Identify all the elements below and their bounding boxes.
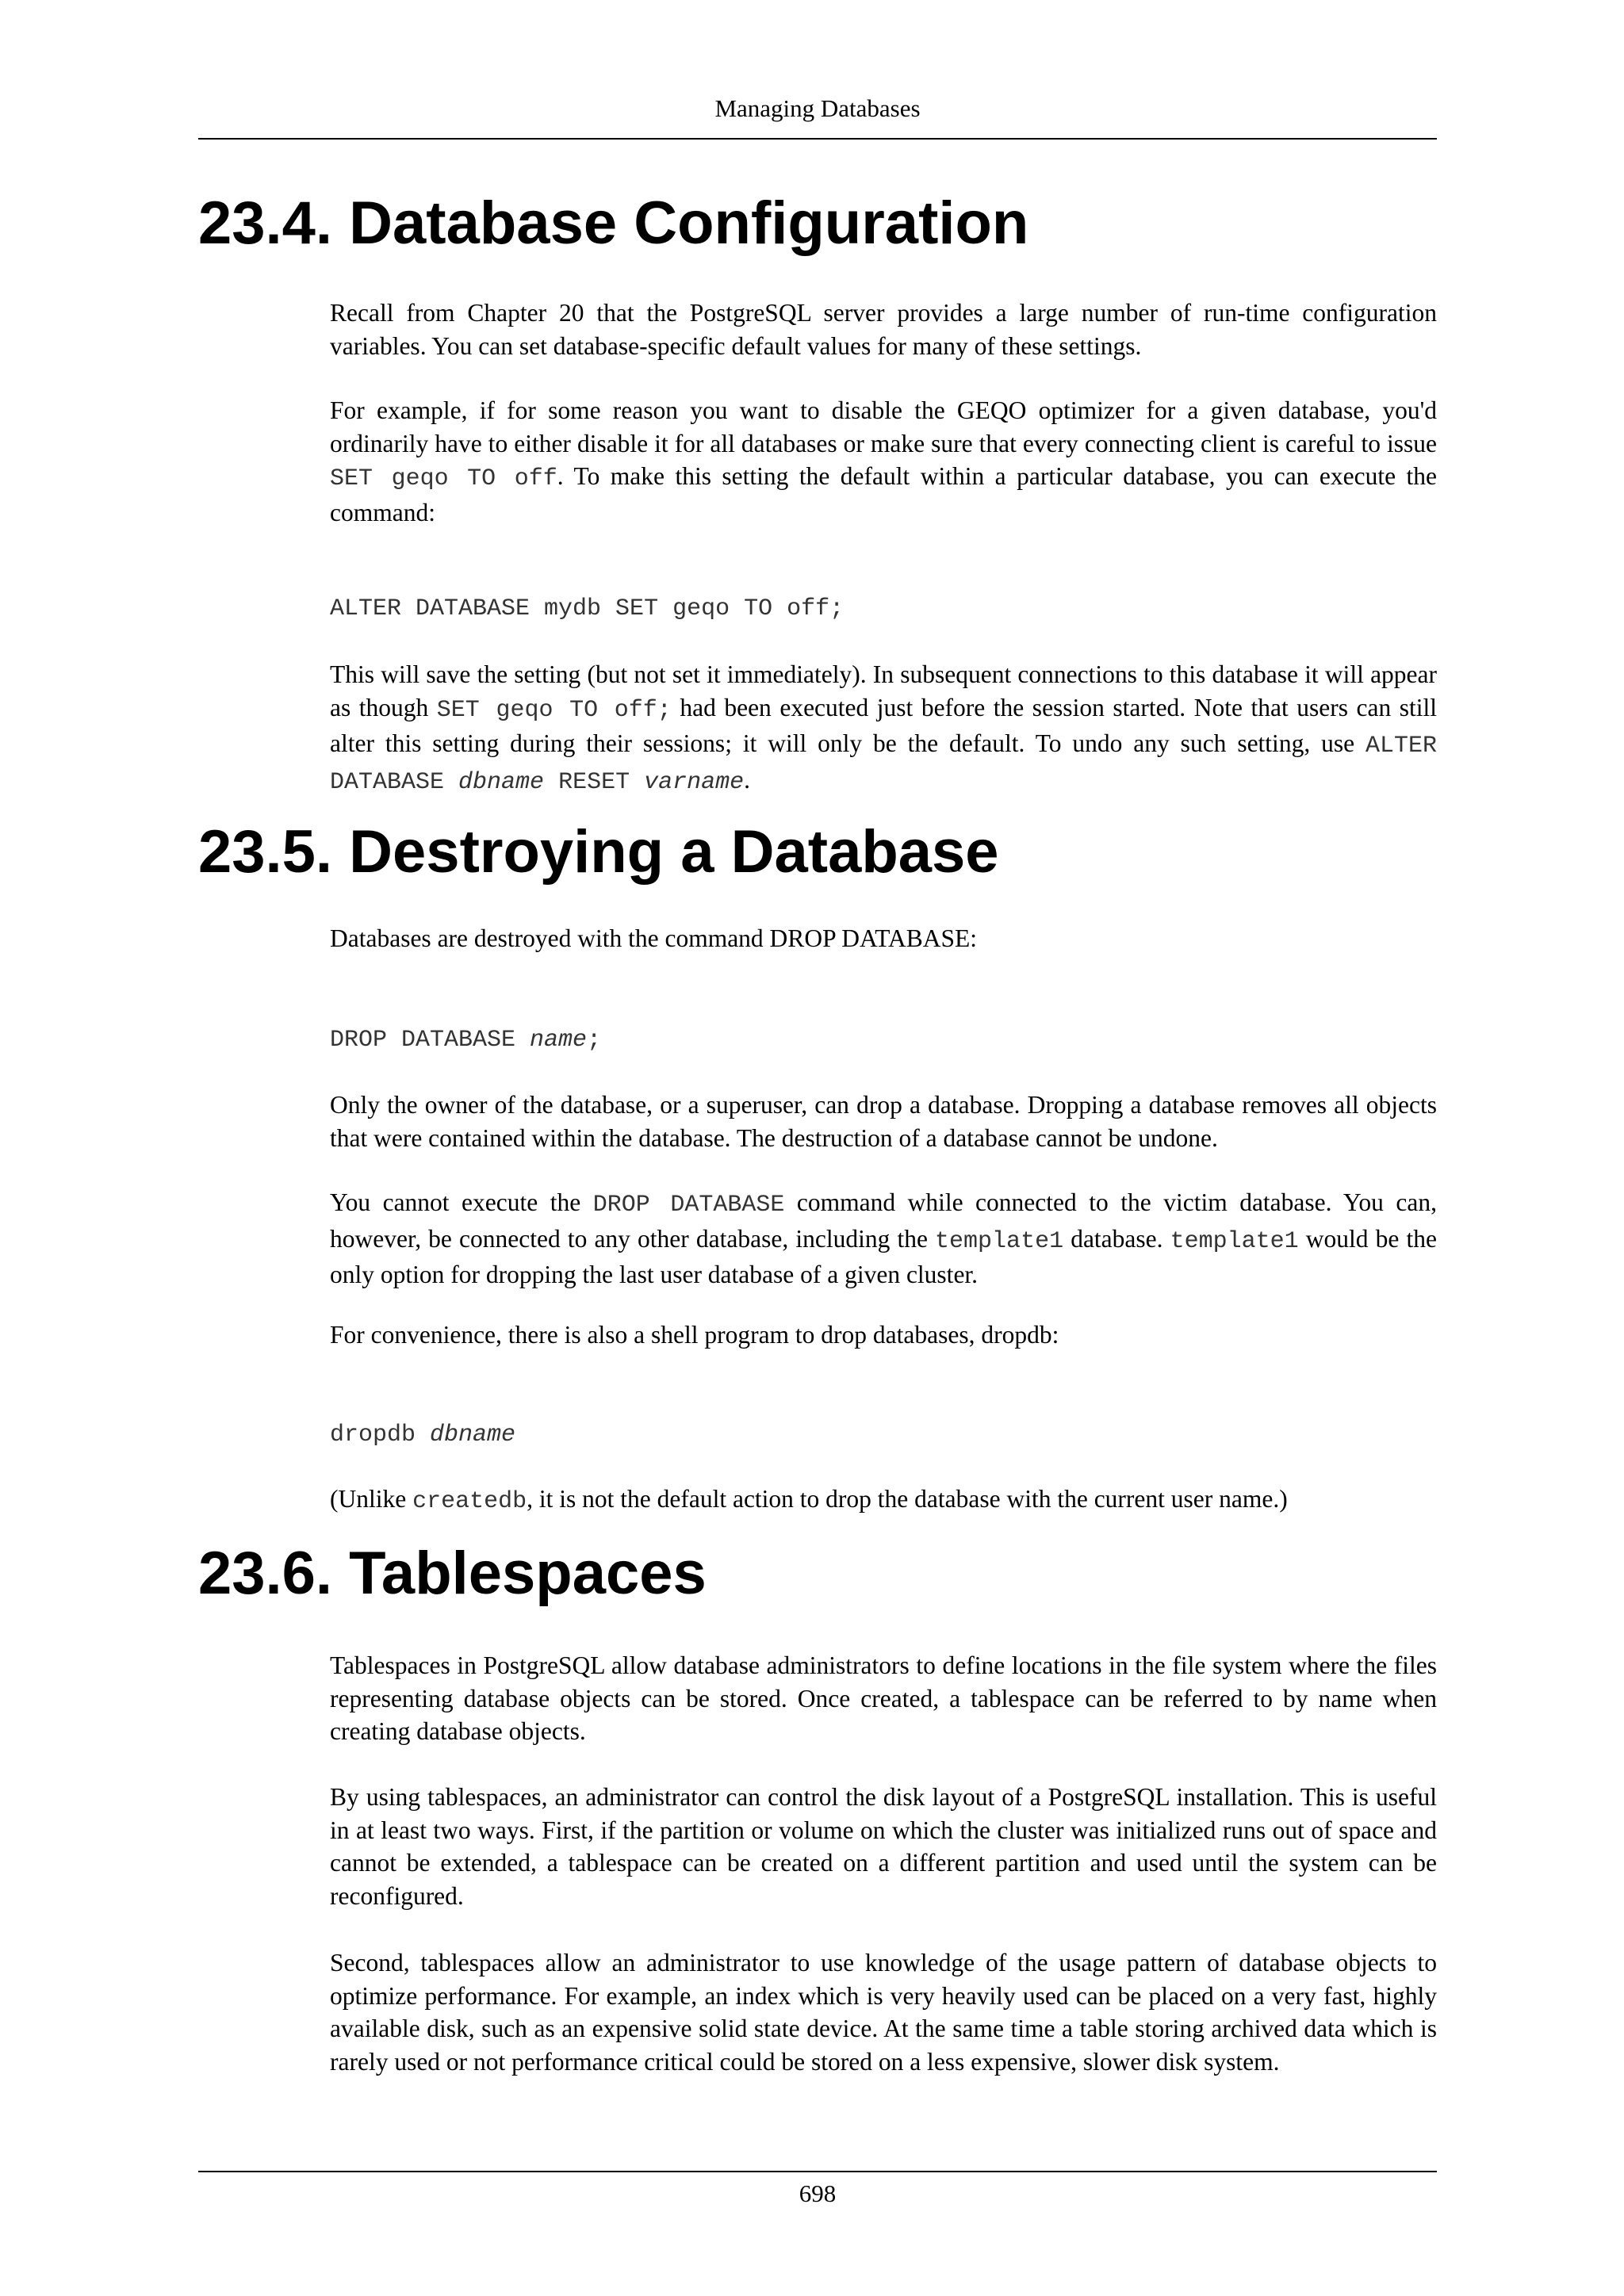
code-block: DROP DATABASE name;	[330, 1027, 602, 1054]
inline-variable: dbname	[458, 768, 545, 796]
paragraph: Tablespaces in PostgreSQL allow database administrators to define locations in the file system where the files representing database objects can be stored. Once created, a tablespace can be referred to by name when creating database objects.	[330, 1651, 1437, 1745]
section-heading-tablespaces: 23.6. Tablespaces	[198, 1540, 707, 1607]
code-variable: name	[530, 1027, 588, 1054]
inline-code: template1	[935, 1227, 1064, 1255]
paragraph: Second, tablespaces allow an administrator to use knowledge of the usage pattern of database objects to optimize performance. For example, an index which is very heavily used can be placed on a very fast, highly available disk, such as an expensive solid state device. At the same time a table storing archived data which is rarely used or not performance critical could be stored on a less expensive, slower disk system.	[330, 1949, 1437, 2076]
paragraph: Recall from Chapter 20 that the PostgreSQL server provides a large number of run-time configuration variables. You can set database-specific default values for many of these settings.	[330, 299, 1437, 360]
code-variable: dbname	[430, 1422, 516, 1448]
footer-rule	[198, 2171, 1437, 2172]
paragraph: You cannot execute the DROP DATABASE command while connected to the victim database. You can, however, be connected to any other database, including the template1 database. template1 would be the only option for dropping the last user database of a given cluster.	[330, 1188, 1438, 1288]
paragraph: Databases are destroyed with the command DROP DATABASE:	[330, 924, 978, 952]
paragraph: For example, if for some reason you want to disable the GEQO optimizer for a given database, you'd ordinarily have to either disable it for all databases or make sure that every connecting client is careful to issue SET geqo TO off. To make this setting the default within a particular database, you can execute the command:	[330, 396, 1437, 526]
paragraph: By using tablespaces, an administrator can control the disk layout of a PostgreSQL installation. This is useful in at least two ways. First, if the partition or volume on which the cluster was initialized runs out of space and cannot be extended, a tablespace can be created on a different partition and used until the system can be reconfigured.	[330, 1783, 1437, 1910]
page-number: 698	[799, 2179, 837, 2207]
section-heading-database-configuration: 23.4. Database Configuration	[198, 189, 1029, 257]
header-rule	[198, 138, 1437, 140]
inline-code: SET geqo TO off	[330, 465, 557, 492]
paragraph: This will save the setting (but not set it immediately). In subsequent connections to this database it will appear as though SET geqo TO off; had been executed just before the session started. Note that users can still alter this setting during their sessions; it will only be the default. To undo any such setting, use ALTER DATABASE dbname RESET varname.	[330, 660, 1437, 796]
inline-code: template1	[1170, 1227, 1299, 1255]
code-block: dropdb dbname	[330, 1422, 516, 1448]
inline-variable: varname	[644, 768, 745, 796]
paragraph: For convenience, there is also a shell program to drop databases, dropdb:	[330, 1321, 1059, 1349]
paragraph: (Unlike createdb, it is not the default action to drop the database with the current user name.)	[330, 1485, 1288, 1515]
inline-code: createdb	[412, 1488, 527, 1515]
inline-code: DROP DATABASE	[592, 1192, 785, 1219]
inline-code: SET geqo TO off;	[436, 696, 672, 724]
code-block: ALTER DATABASE mydb SET geqo TO off;	[330, 595, 845, 622]
inline-code: ALTER DATABASE	[330, 733, 1437, 796]
running-header: Managing Databases	[714, 94, 921, 122]
paragraph: Only the owner of the database, or a superuser, can drop a database. Dropping a database removes all objects that were contained within the database. The destruction of a database cannot be undone.	[330, 1091, 1437, 1152]
inline-code: RESET	[544, 768, 645, 796]
section-heading-destroying-database: 23.5. Destroying a Database	[198, 818, 999, 886]
